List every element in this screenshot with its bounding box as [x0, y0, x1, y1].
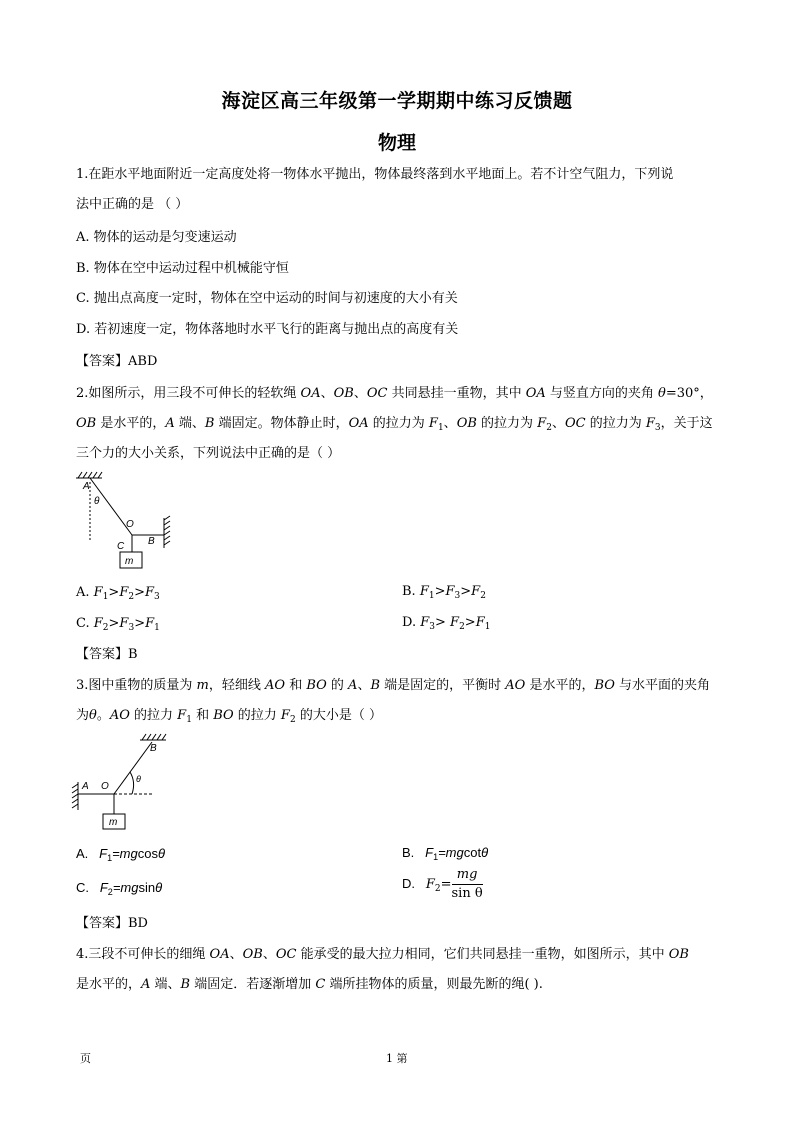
q3-figure	[70, 730, 180, 830]
subject-title: 物理	[377, 132, 416, 154]
footer-page-number: 1 第	[386, 1052, 408, 1065]
q2-label-m: m	[125, 556, 134, 567]
q3-option-c: C. $F_2=mgsin\theta$	[76, 880, 163, 897]
q3-option-b: B. $F_1=mgcot\theta$	[402, 845, 489, 862]
q2-label-o: O	[126, 519, 134, 530]
q2-label-a: A	[83, 481, 90, 492]
q3-option-d: D. $F_2=$ $\frac{mg}{\text{sin θ}}$	[402, 867, 483, 901]
q2-stem-line1: 2.如图所示，用三段不可伸长的轻软绳 OA、OB、OC 共同悬挂一重物，其中 OA 与竖直方向的夹角 θ=30°，	[76, 386, 713, 401]
q4-stem-line1: 4.三段不可伸长的细绳 OA、OB、OC 能承受的最大拉力相同，它们共同悬挂一重物，如图所示，其中 OB	[76, 947, 689, 962]
q2-label-theta: θ	[94, 496, 100, 507]
document-title: 海淀区高三年级第一学期期中练习反馈题	[221, 90, 573, 112]
q3-option-d-fraction: $\frac{mg}{\text{sin θ}}$	[451, 867, 483, 901]
q3-stem-line1: 3.图中重物的质量为 m，轻细线 AO 和 BO 的 A、B 端是固定的，平衡时 AO 是水平的，BO 与水平面的夹角	[76, 678, 711, 693]
q3-label-theta: θ	[136, 774, 141, 784]
q3-label-a: A	[82, 781, 89, 792]
q1-stem-line1: 1.在距水平地面附近一定高度处将一物体水平抛出，物体最终落到水平地面上。若不计空气阻力，下列说	[76, 167, 674, 182]
q2-stem-line2: OB 是水平的，A 端、B 端固定。物体静止时，OA 的拉力为 $F_1$、OB 的拉力为 $F_2$、OC 的拉力为 $F_3$，关于这	[76, 416, 713, 433]
q1-option-a: A. 物体的运动是匀变速运动	[76, 230, 237, 245]
q1-stem-line2: 法中正确的是 （ ）	[76, 197, 189, 212]
footer-left: 页	[80, 1052, 91, 1065]
q2-option-d: D. $F_3> F_2>F_1$	[402, 615, 491, 632]
q1-option-b: B. 物体在空中运动过程中机械能守恒	[76, 261, 289, 276]
q2-label-c: C	[117, 541, 125, 552]
q1-option-d: D. 若初速度一定，物体落地时水平飞行的距离与抛出点的高度有关	[76, 322, 459, 337]
q4-stem-line2: 是水平的，A 端、B 端固定．若逐渐增加 C 端所挂物体的质量，则最先断的绳( ).	[76, 977, 543, 992]
q2-figure	[70, 470, 180, 576]
q3-label-m: m	[109, 817, 118, 828]
q2-option-c: C. $F_2>F_3>F_1$	[76, 616, 160, 633]
q2-label-b: B	[148, 536, 155, 547]
q3-answer: 【答案】BD	[76, 916, 148, 931]
q3-label-b: B	[150, 743, 157, 754]
q2-answer: 【答案】B	[76, 647, 138, 662]
q1-option-c: C. 抛出点高度一定时，物体在空中运动的时间与初速度的大小有关	[76, 291, 458, 306]
q1-answer: 【答案】ABD	[76, 354, 158, 369]
q3-stem-line2: 为θ。AO 的拉力 $F_1$ 和 BO 的拉力 $F_2$ 的大小是（ ）	[76, 708, 382, 725]
q3-option-a: A. $F_1=mgcos\theta$	[76, 846, 166, 863]
q2-option-a: A. $F_1>F_2>F_3$	[76, 585, 160, 602]
q2-option-b: B. $F_1>F_3>F_2$	[402, 584, 486, 601]
q3-label-o: O	[101, 781, 109, 792]
q2-stem-line3: 三个力的大小关系，下列说法中正确的是（ ）	[76, 446, 341, 461]
